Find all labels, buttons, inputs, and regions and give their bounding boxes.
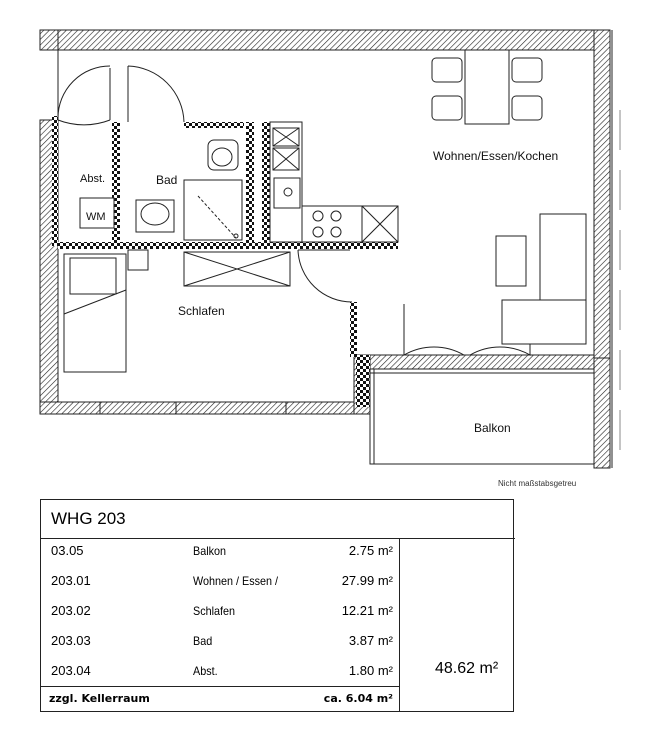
room-area: 27.99 m² bbox=[341, 573, 393, 588]
table-row bbox=[41, 656, 399, 686]
room-name: Balkon bbox=[193, 544, 227, 558]
sofa bbox=[496, 214, 586, 344]
room-number: 203.04 bbox=[51, 663, 91, 678]
room-label-wohnen: Wohnen/Essen/Kochen bbox=[433, 149, 559, 163]
table-row bbox=[41, 536, 399, 566]
room-number: 203.02 bbox=[51, 603, 91, 618]
table-row bbox=[41, 566, 399, 596]
room-label-bad: Bad bbox=[156, 173, 178, 187]
room-name: Schlafen bbox=[193, 604, 236, 618]
cellar-row bbox=[41, 686, 399, 713]
bathroom-fixtures bbox=[136, 140, 242, 240]
kitchen-counter bbox=[270, 122, 398, 242]
bedroom-furniture bbox=[64, 250, 290, 372]
room-number: 203.03 bbox=[51, 633, 91, 648]
room-area: 2.75 m² bbox=[348, 543, 393, 558]
doors bbox=[58, 48, 530, 355]
table-row bbox=[41, 626, 399, 656]
room-label-abst: Abst. bbox=[80, 173, 106, 185]
room-name: Bad bbox=[193, 634, 213, 648]
room-label-balkon: Balkon bbox=[474, 421, 511, 435]
room-label-schlafen: Schlafen bbox=[178, 304, 225, 318]
cellar-area: ca. 6.04 m² bbox=[323, 692, 393, 705]
area-table bbox=[40, 499, 514, 712]
table-title: WHG 203 bbox=[51, 509, 126, 528]
room-number: 203.01 bbox=[51, 573, 91, 588]
balcony bbox=[370, 369, 594, 464]
total-area: 48.62 m² bbox=[435, 660, 499, 677]
room-area: 1.80 m² bbox=[348, 663, 393, 678]
room-number: 03.05 bbox=[51, 543, 84, 558]
dining-table bbox=[432, 50, 542, 124]
scale-note: Nicht maßstabsgetreu bbox=[498, 479, 577, 488]
room-area: 3.87 m² bbox=[348, 633, 393, 648]
room-name: Abst. bbox=[193, 664, 218, 678]
wm-label: WM bbox=[86, 211, 106, 223]
table-row bbox=[41, 596, 399, 626]
room-name: Wohnen / Essen / bbox=[193, 574, 279, 588]
room-area: 12.21 m² bbox=[341, 603, 393, 618]
cellar-label: zzgl. Kellerraum bbox=[49, 692, 150, 705]
table-column-divider bbox=[399, 538, 400, 712]
